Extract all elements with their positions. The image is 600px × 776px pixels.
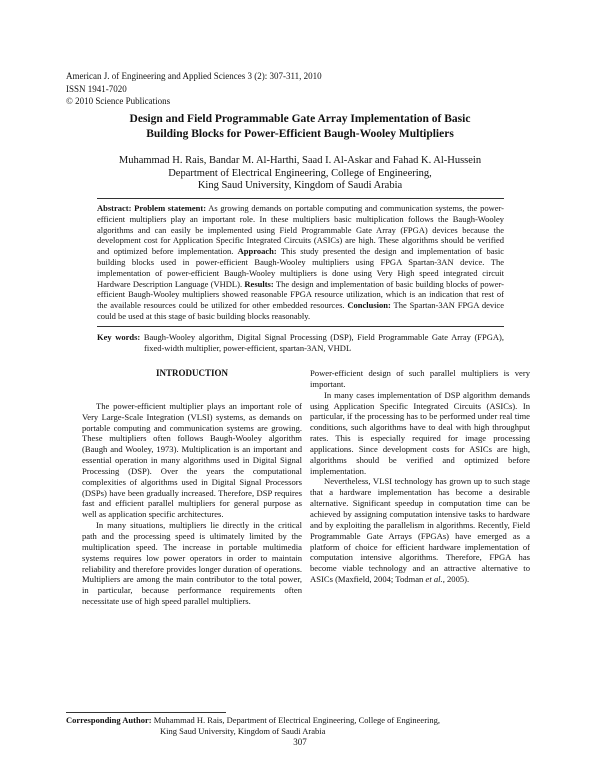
approach-label: Approach:	[237, 246, 277, 257]
introduction-heading: INTRODUCTION	[155, 368, 228, 378]
copyright: © 2010 Science Publications	[66, 96, 171, 106]
problem-statement-label: Problem statement:	[134, 203, 207, 213]
left-column	[82, 368, 302, 607]
intro-paragraph-1: The power-efficient multiplier plays an important role of Very Large-Scale Integration (VLSI) systems, as demands on portable computing and communication systems are growing. These multipliers often follows Baugh-Wooley algorithm (Baugh and Wooley, 1973). Multiplication is an important and essential operation in many algorithms used in Digital Signal Processing (DSP). Over the years the computational complexities of algorithms used in Digital Signal Processors (DSPs) have been gradually increased. Therefore, DSP requires fast and efficient parallel multipliers for general purpose as well as application specific architectures.	[82, 400, 302, 520]
intro-paragraph-4-text: Nevertheless, VLSI technology has grown up to such stage that a hardware implementation has become a desirable alternative. Significant speedup in computation time can be achieved by assigning computation intensive tasks to hardware and by exploiting the parallelism in algorithms. Recently, Field Programmable Gate Arrays (FPGAs) have emerged as a platform of choice for efficient hardware implementation of computation intensive algorithms. Therefore, FPGA has become viable technology and an attractive alternative to ASICs (Maxfield, 2004; Todman	[310, 476, 530, 585]
keywords-text: Baugh-Wooley algorithm, Digital Signal Processing (DSP), Field Programmable Gate Array (FPGA), fixed-width multiplier, power-efficient, spartan-3AN, VHDL	[143, 332, 504, 353]
journal-citation: American J. of Engineering and Applied Sciences 3 (2): 307-311, 2010	[66, 71, 322, 81]
approach-text: This study presented the design and implementation of basic building blocks used in power-efficient Baugh-Wooley multipliers using FPGA Spartan-3AN device. The implementation of power-efficient Baugh-Wooley multipliers is done using Very High speed integrated circuit Hardware Description Language (VHDL).	[97, 246, 504, 289]
author-university: King Saud University, Kingdom of Saudi Arabia	[197, 180, 403, 191]
title-line-1: Design and Field Programmable Gate Array Implementation of Basic	[129, 113, 471, 125]
intro-paragraph-4	[310, 476, 530, 584]
conclusion-text: The Spartan-3AN FPGA device could be used at this stage of basic building blocks reasonably.	[97, 300, 504, 321]
intro-paragraph-2: In many situations, multipliers lie directly in the critical path and the processing speed is ultimately limited by the multiplication speed. The increase in portable multimedia systems requires low power operators in order to maintain reliability and therefore provides longer duration of operations. Multipliers are among the main contributor to the total power, in particular, because performance requirements often necessitate use of high speed parallel multipliers.	[82, 520, 302, 607]
keywords-label: Key words:	[97, 332, 141, 342]
author-names: Muhammad H. Rais, Bandar M. Al-Harthi, Saad I. Al-Askar and Fahad K. Al-Hussein	[118, 155, 482, 166]
conclusion-label: Conclusion:	[347, 300, 391, 311]
title-line-2: Building Blocks for Power-Efficient Baugh-Wooley Multipliers	[146, 128, 454, 140]
right-column	[310, 368, 530, 585]
page-number: 307	[293, 737, 307, 747]
paper-title	[60, 112, 540, 142]
et-al: et al.	[425, 574, 443, 585]
intro-paragraph-continued: Power-efficient design of such parallel multipliers is very important.	[310, 368, 530, 389]
corresponding-author	[66, 715, 440, 736]
footer-rule	[66, 712, 226, 713]
journal-header	[66, 70, 322, 108]
abstract-label: Abstract:	[97, 203, 132, 213]
issn: ISSN 1941-7020	[66, 83, 127, 94]
abstract	[97, 203, 504, 322]
problem-statement-text: As growing demands on portable computing and communication systems, the power-efficient multipliers play an important role. In these multipliers basic multiplication follows the Baugh-Wooley algorithms and can easily be implemented using Field Programmable Gate Array (FPGA) devices because the development cost for Application Specific Integrated Circuits (ASICs) are high. These algorithms should be verified and optimized before implementation.	[97, 203, 505, 257]
corresponding-line-1: Muhammad H. Rais, Department of Electrical Engineering, College of Engineering,	[153, 715, 441, 725]
author-department: Department of Electrical Engineering, College of Engineering,	[168, 167, 432, 179]
corresponding-label: Corresponding Author:	[66, 715, 152, 725]
intro-paragraph-3: In many cases implementation of DSP algorithm demands using Application Specific Integrated Circuits (ASICs). In particular, if the processing has to be performed under real time conditions, such algorithms have to deal with high throughput rates. This is especially required for image processing applications. Since development costs for ASICs are high, algorithms should be verified and optimized before implementation.	[310, 389, 530, 476]
results-label: Results:	[244, 278, 274, 289]
author-block	[60, 155, 540, 193]
results-text: The design and implementation of basic building blocks of power-efficient Baugh-Wooley multipliers showed reasonable FPGA resource utilization, which is an indication that rest of the available resources could be utilized for other embedded resources.	[97, 278, 504, 311]
abstract-bottom-rule	[97, 326, 504, 327]
intro-paragraph-4-end: , 2005).	[442, 574, 470, 585]
corresponding-line-2: King Saud University, Kingdom of Saudi Arabia	[160, 725, 326, 736]
abstract-top-rule	[97, 198, 504, 199]
keywords	[97, 332, 504, 354]
